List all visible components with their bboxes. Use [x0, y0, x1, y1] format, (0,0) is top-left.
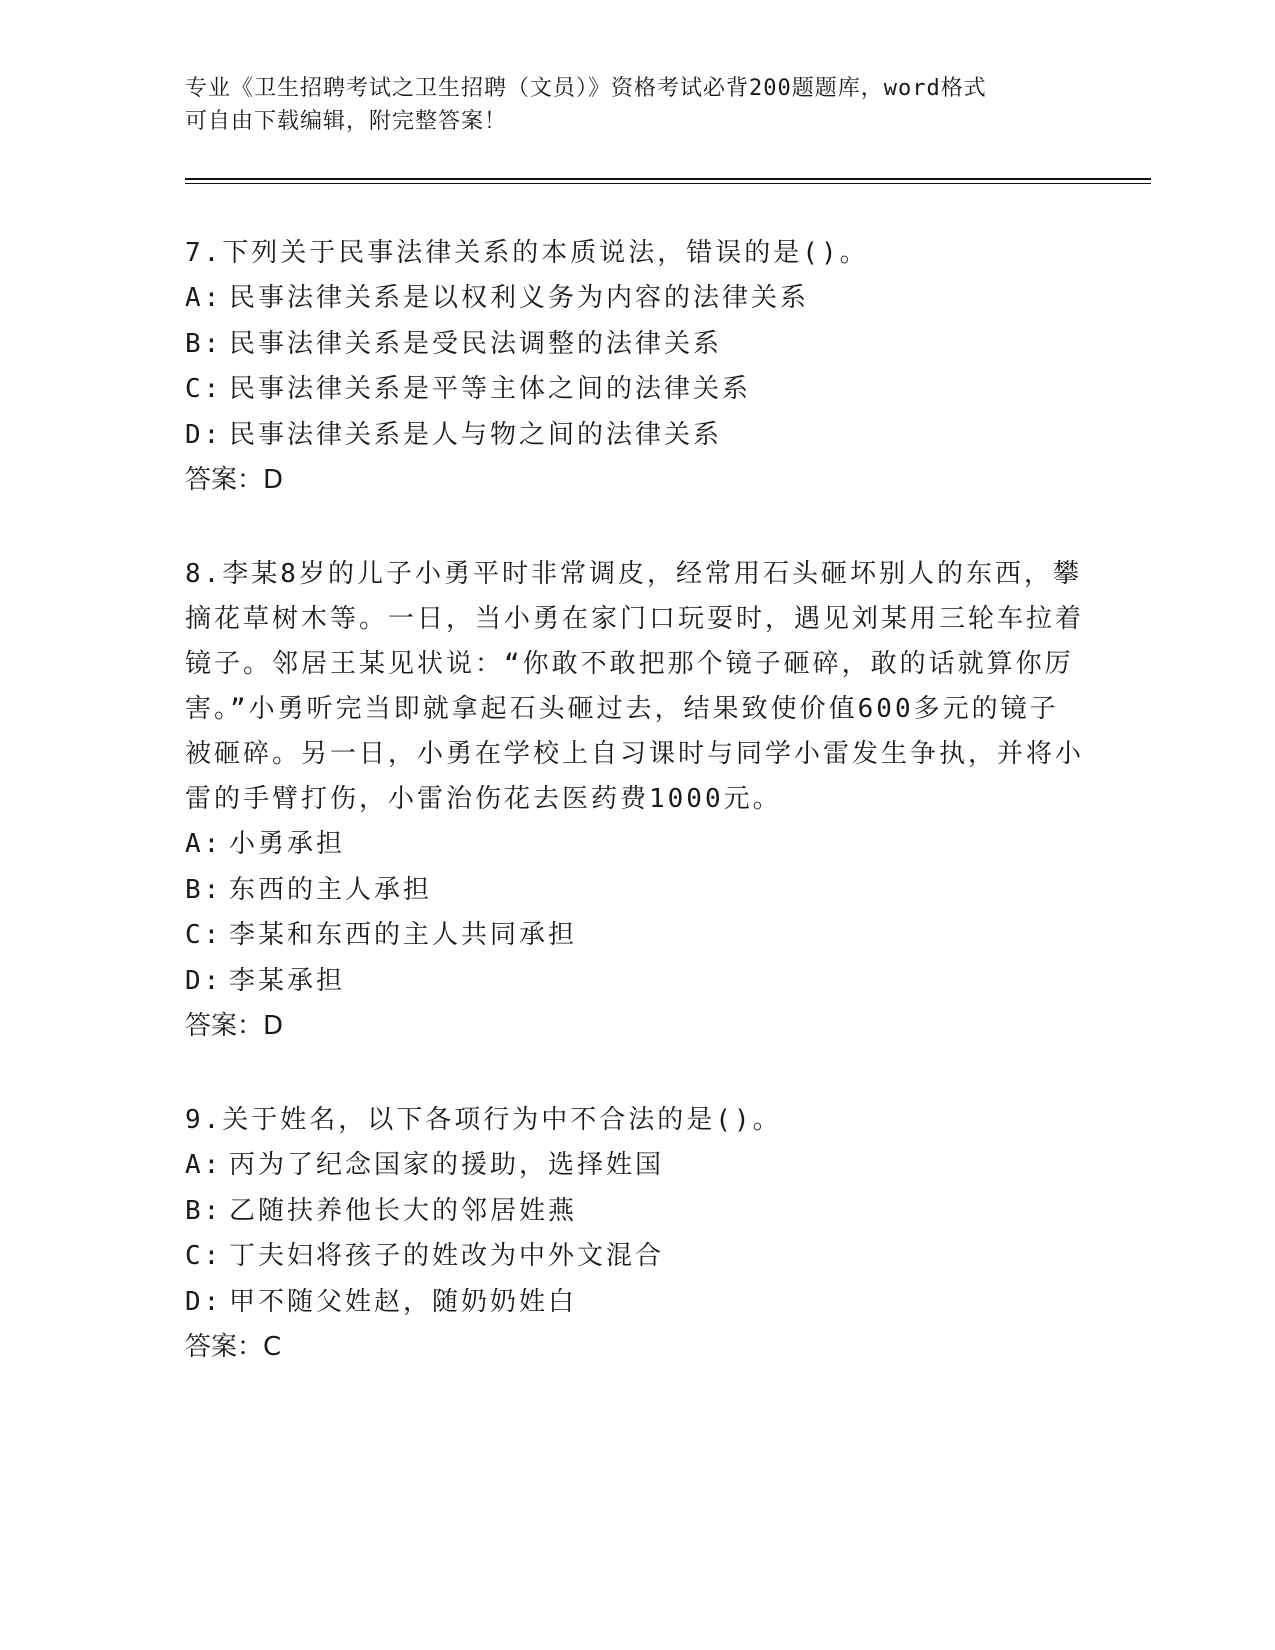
option-letter: D:: [185, 1286, 223, 1317]
option-a: [185, 276, 1085, 322]
question-7: [185, 231, 1085, 503]
option-text: 丙为了纪念国家的援助，选择姓国: [229, 1150, 665, 1180]
header-rule-thick: [185, 178, 1151, 180]
answer-line: 答案：C: [185, 1332, 282, 1362]
option-text: 东西的主人承担: [229, 874, 433, 905]
option-letter: C:: [185, 374, 223, 404]
option-d: [185, 1280, 1085, 1326]
question-8: [185, 552, 1085, 1049]
option-text: 民事法律关系是人与物之间的法律关系: [229, 419, 723, 450]
option-a: [185, 822, 1085, 868]
answer-line: 答案：D: [185, 465, 284, 495]
question-list: [185, 231, 1085, 1370]
option-text: 丁夫妇将孩子的姓改为中外文混合: [229, 1241, 665, 1271]
option-letter: C:: [185, 1241, 223, 1271]
spacer: [185, 503, 1085, 552]
header-rule-thin: [185, 183, 1151, 184]
option-c: [185, 367, 1085, 413]
answer-line: 答案：D: [185, 1011, 284, 1041]
question-stem: 7.下列关于民事法律关系的本质说法，错误的是()。: [185, 238, 869, 268]
option-d: [185, 413, 1085, 459]
option-c: [185, 1234, 1085, 1280]
option-text: 李某承担: [229, 965, 346, 996]
option-letter: B:: [185, 874, 223, 905]
option-text: 小勇承担: [229, 829, 346, 859]
question-9: [185, 1098, 1085, 1370]
option-letter: A:: [185, 1150, 223, 1180]
spacer: [185, 1049, 1085, 1098]
header-line-1: 专业《卫生招聘考试之卫生招聘（文员）》资格考试必背200题题库，word格式: [185, 76, 987, 101]
option-b: [185, 868, 1085, 914]
option-letter: D:: [185, 419, 223, 450]
option-c: [185, 913, 1085, 959]
option-d: [185, 959, 1085, 1005]
question-stem: 9.关于姓名，以下各项行为中不合法的是()。: [185, 1105, 782, 1135]
option-text: 乙随扶养他长大的邻居姓燕: [229, 1195, 578, 1226]
option-letter: B:: [185, 1195, 223, 1226]
header-line-2: 可自由下载编辑，附完整答案！: [185, 109, 508, 134]
option-text: 甲不随父姓赵，随奶奶姓白: [229, 1286, 578, 1317]
option-letter: B:: [185, 328, 223, 359]
option-text: 李某和东西的主人共同承担: [229, 920, 578, 950]
option-letter: C:: [185, 920, 223, 950]
option-text: 民事法律关系是以权利义务为内容的法律关系: [229, 283, 810, 313]
option-text: 民事法律关系是受民法调整的法律关系: [229, 328, 723, 359]
option-letter: A:: [185, 829, 223, 859]
option-text: 民事法律关系是平等主体之间的法律关系: [229, 374, 752, 404]
option-a: [185, 1143, 1085, 1189]
document-header: [185, 72, 1085, 138]
option-letter: D:: [185, 965, 223, 996]
option-b: [185, 1189, 1085, 1235]
question-stem: 8.李某8岁的儿子小勇平时非常调皮，经常用石头砸坏别人的东西，攀摘花草树木等。一日，当小勇在家门口玩耍时，遇见刘某用三轮车拉着镜子。邻居王某见状说：“你敢不敢把那个镜子砸碎，敢的话就算你厉害。”小勇听完当即就拿起石头砸过去，结果致使价值600多元的镜子被砸碎。另一日，小勇在学校上自习课时与同学小雷发生争执，并将小雷的手臂打伤，小雷治伤花去医药费1000元。: [185, 559, 1085, 814]
option-letter: A:: [185, 283, 223, 313]
option-b: [185, 322, 1085, 368]
